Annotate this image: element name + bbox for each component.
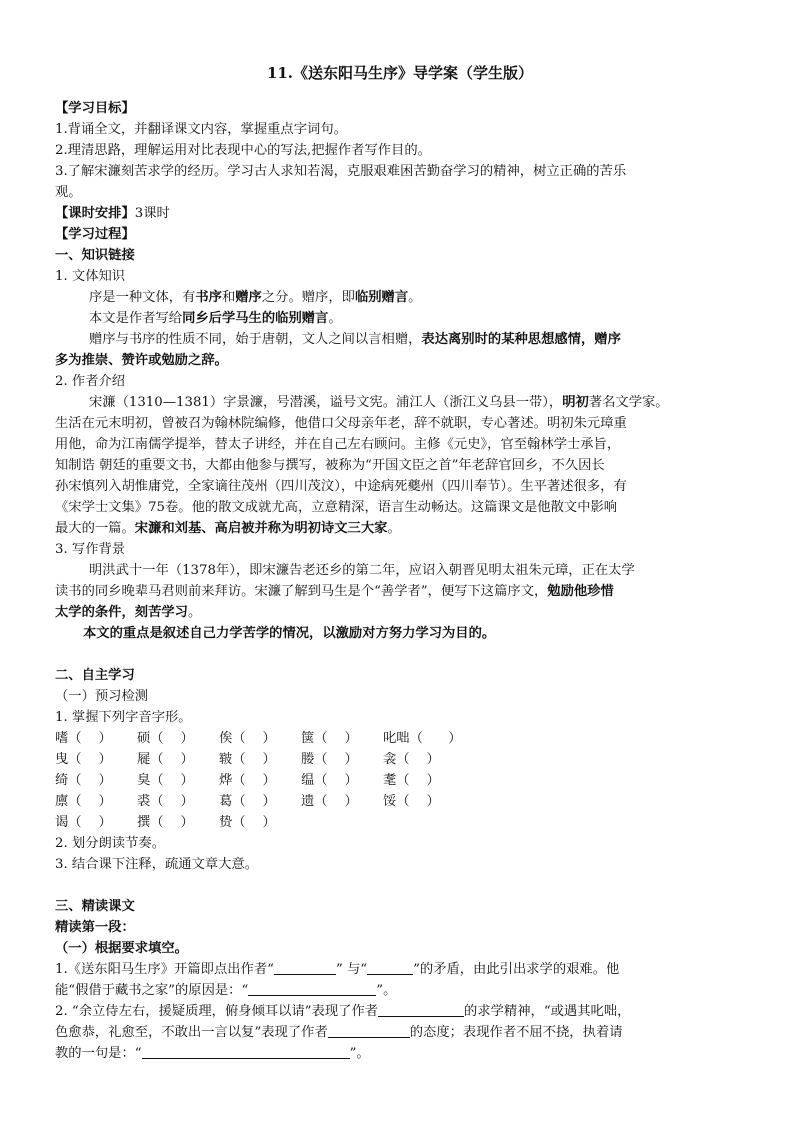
author-line: [55, 392, 745, 413]
section-1-heading: 一、知识链接: [55, 248, 135, 263]
char-row: [55, 728, 745, 749]
text: 著名文学家。: [588, 395, 669, 410]
fill-question-1-cont: [55, 980, 745, 1001]
text: 。: [387, 521, 401, 536]
text: 。: [187, 605, 202, 620]
char-item[interactable]: 烨（ ）: [219, 773, 276, 788]
subheading-preview: （一）预习检测: [55, 689, 149, 704]
page-title: 11.《送东阳马生序》导学案（学生版）: [266, 64, 534, 82]
answer-blank[interactable]: [274, 959, 336, 975]
bold-term: 勉励他珍惜: [547, 584, 614, 599]
fill-question-2: [55, 1001, 745, 1022]
char-item[interactable]: 曳（ ）: [55, 752, 112, 767]
char-item[interactable]: 裘（ ）: [137, 794, 194, 809]
fill-question-2-end: [55, 1043, 745, 1064]
section-3-heading: 三、精读课文: [55, 899, 135, 914]
text: 。: [408, 290, 422, 305]
question-1: 1. 掌握下列字音字形。: [55, 710, 192, 725]
text: 和: [221, 290, 236, 305]
answer-blank[interactable]: [142, 1043, 350, 1059]
background-line: [55, 581, 745, 602]
text: 能“假借于藏书之家”的原因是：“: [55, 983, 249, 998]
subheading-author: 2. 作者介绍: [55, 374, 126, 389]
fill-question-2-cont: [55, 1022, 745, 1043]
bold-term: 太学的条件，刻苦学习: [55, 605, 188, 620]
char-row: [55, 791, 745, 812]
subheading-genre: 1. 文体知识: [55, 269, 126, 284]
bold-term: 临别赠言: [354, 290, 409, 305]
goal-item: 观。: [55, 185, 82, 200]
char-item[interactable]: 绮（ ）: [55, 773, 112, 788]
char-item[interactable]: 皲（ ）: [219, 752, 276, 767]
bold-term: 赠序: [235, 290, 262, 305]
text: 1.《送东阳马生序》开篇即点出作者“: [55, 962, 274, 977]
author-line: 《宋学士文集》75卷。他的散文成就尤高，立意精深，语言生动畅达。这篇课文是他散文中影响: [55, 500, 618, 515]
goals-heading: 【学习目标】: [55, 101, 135, 116]
bold-term: 书序: [195, 290, 222, 305]
char-item[interactable]: 廪（ ）: [55, 794, 112, 809]
text: 宋濂（1310—1381）字景濂，号潜溪，谥号文宪。浦江人（浙江义乌县一带），: [89, 395, 563, 410]
text: 。: [328, 311, 342, 326]
difference-paragraph-cont: 多为推崇、赞许或勉励之辞。: [55, 353, 228, 368]
genre-paragraph: [55, 287, 745, 308]
text: 的态度；表现作者不屈不挠，执着请: [409, 1025, 623, 1040]
text: ”。: [376, 983, 397, 998]
text: 色愈恭，礼愈至，不敢出一言以复”表现了作者: [55, 1025, 328, 1040]
char-item[interactable]: 硕（ ）: [137, 731, 194, 746]
text: 2. “余立侍左右，援疑质理，俯身倾耳以请”表现了作者: [55, 1004, 379, 1019]
text: 赠序与书序的性质不同，始于唐朝，文人之间以言相赠，: [89, 332, 422, 347]
char-item[interactable]: 缊（ ）: [301, 773, 358, 788]
char-item[interactable]: 贽（ ）: [219, 815, 276, 830]
char-item[interactable]: 耄（ ）: [383, 773, 440, 788]
text: 教的一句是：“: [55, 1046, 142, 1061]
author-line: 用他，命为江南儒学提举，替太子讲经，并在自己左右顾问。主修《元史》，官至翰林学士承旨，: [55, 437, 621, 452]
text: 最大的一篇。: [55, 521, 135, 536]
goal-item: 2.理清思路，理解运用对比表现中心的写法,把握作者写作目的。: [55, 143, 431, 158]
author-line: 生活在元末明初，曾被召为翰林院编修，他借口父母亲年老，辞不就职，专心著述。明初朱元璋重: [55, 416, 627, 431]
text-paragraph: [55, 308, 745, 329]
text: 读书的同乡晚辈马君则前来拜访。宋濂了解到马生是个“善学者”，便写下这篇序文，: [55, 584, 548, 599]
bold-term: 同乡后学马生的临别赠言: [182, 311, 329, 326]
char-item[interactable]: 箧（ ）: [301, 731, 358, 746]
goal-item: 1.背诵全文，并翻译课文内容，掌握重点字词句。: [55, 122, 347, 137]
difference-paragraph: [55, 329, 745, 350]
fill-task-heading: （一）根据要求填空。: [55, 941, 188, 956]
spacer: [55, 875, 745, 896]
worksheet-page: [55, 62, 745, 1064]
fill-question-1: [55, 959, 745, 980]
goal-item: 3.了解宋濂刻苦求学的经历。学习古人求知若渴，克服艰难困苦勤奋学习的精神，树立正确的苦乐: [55, 164, 627, 179]
char-item[interactable]: 俟（ ）: [219, 731, 276, 746]
text: ”的矛盾，由此引出求学的艰难。他: [413, 962, 620, 977]
char-row: [55, 770, 745, 791]
char-item[interactable]: 撰（ ）: [137, 815, 194, 830]
char-item[interactable]: 嗜（ ）: [55, 731, 112, 746]
background-line: 明洪武十一年（1378年），即宋濂告老还乡的第二年，应诏入朝晋见明太祖朱元璋，正在太学: [89, 563, 635, 578]
char-item[interactable]: 屣（ ）: [137, 752, 194, 767]
text: 本文是作者写给: [89, 311, 183, 326]
bold-term: 明初: [562, 395, 589, 410]
answer-blank[interactable]: [378, 1001, 464, 1017]
char-item[interactable]: 馁（ ）: [383, 794, 440, 809]
paragraph-1-heading: 精读第一段：: [55, 920, 135, 935]
process-heading: 【学习过程】: [55, 227, 135, 242]
schedule-heading: 【课时安排】: [55, 206, 135, 221]
char-item[interactable]: 谒（ ）: [55, 815, 112, 830]
author-line: [55, 518, 745, 539]
author-line: 知制诰 朝廷的重要文书，大都由他参与撰写，被称为“开国文臣之首”年老辞官回乡，不久因长: [55, 458, 605, 473]
char-item[interactable]: 媵（ ）: [301, 752, 358, 767]
char-item[interactable]: 叱咄（ ）: [383, 731, 462, 746]
text: 的求学精神，“或遇其叱咄，: [464, 1004, 631, 1019]
question-2: 2. 划分朗读节奏。: [55, 836, 165, 851]
background-line: [55, 602, 745, 623]
text: ” 与“: [335, 962, 368, 977]
section-2-heading: 二、自主学习: [55, 668, 135, 683]
focus-statement: 本文的重点是叙述自己力学苦学的情况，以激励对方努力学习为目的。: [83, 626, 496, 641]
bold-term: 宋濂和刘基、高启被并称为明初诗文三大家: [134, 521, 388, 536]
spacer: [55, 644, 745, 665]
answer-blank[interactable]: [367, 959, 413, 975]
text: 序是一种文体，有: [89, 290, 196, 305]
char-row: [55, 749, 745, 770]
text: ”。: [349, 1046, 370, 1061]
char-row: [55, 812, 745, 833]
char-item[interactable]: 遗（ ）: [301, 794, 358, 809]
char-item[interactable]: 衾（ ）: [383, 752, 440, 767]
question-3: 3. 结合课下注释，疏通文章大意。: [55, 857, 259, 872]
answer-blank[interactable]: [328, 1022, 410, 1038]
author-line: 孙宋慎列入胡惟庸党，全家谪往茂州（四川茂汶），中途病死夔州（四川奉节）。生平著述很多，有: [55, 479, 627, 494]
subheading-background: 3. 写作背景: [55, 542, 126, 557]
answer-blank[interactable]: [248, 980, 376, 996]
bold-term: 表达离别时的某种思想感情，赠序: [421, 332, 621, 347]
text: 之分。赠序，即: [261, 290, 355, 305]
schedule-value: 3课时: [134, 206, 170, 221]
char-item[interactable]: 葛（ ）: [219, 794, 276, 809]
schedule: [55, 203, 745, 224]
char-item[interactable]: 臭（ ）: [137, 773, 194, 788]
